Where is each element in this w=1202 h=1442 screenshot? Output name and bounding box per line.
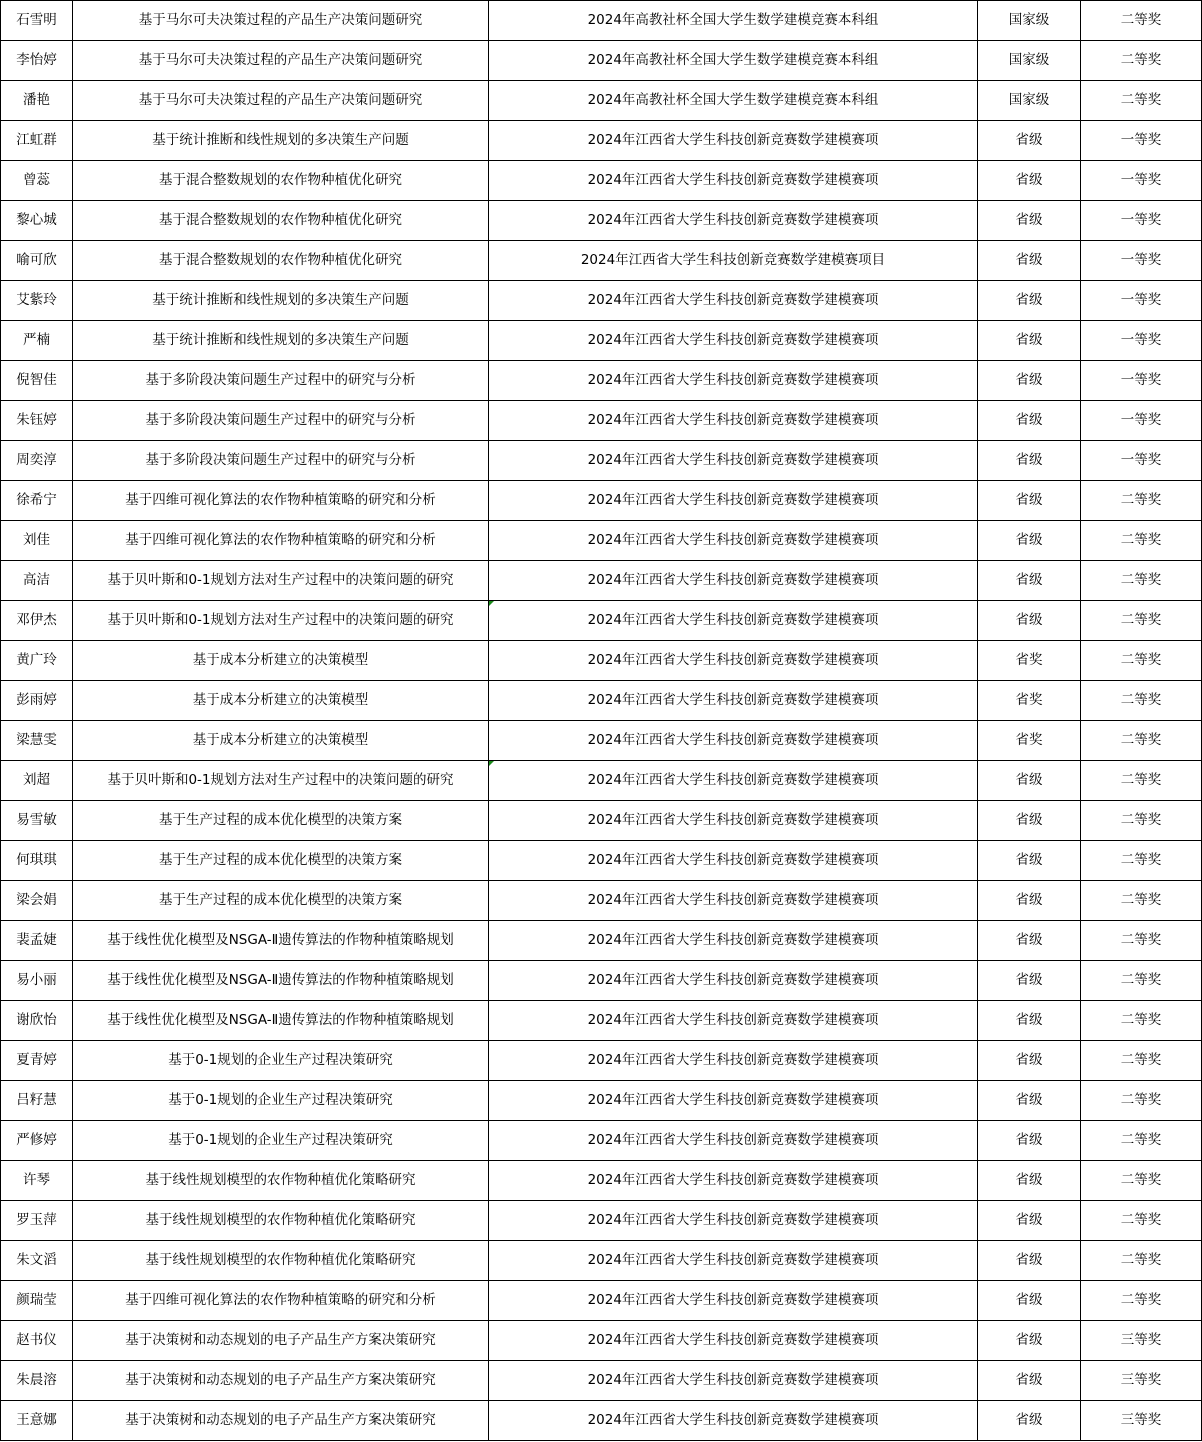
award-grade-cell: 一等奖 (1081, 121, 1202, 161)
competition-cell: 2024年江西省大学生科技创新竞赛数学建模赛项 (489, 521, 978, 561)
competition-cell: 2024年江西省大学生科技创新竞赛数学建模赛项 (489, 1321, 978, 1361)
project-title-cell: 基于0-1规划的企业生产过程决策研究 (73, 1041, 489, 1081)
table-row (1, 641, 1202, 681)
student-name-cell: 艾紫玲 (1, 281, 73, 321)
table-row (1, 1241, 1202, 1281)
table-row (1, 41, 1202, 81)
award-grade-cell: 二等奖 (1081, 1241, 1202, 1281)
award-level-cell: 省级 (978, 281, 1081, 321)
competition-cell: 2024年江西省大学生科技创新竞赛数学建模赛项 (489, 1121, 978, 1161)
table-row (1, 1201, 1202, 1241)
student-name-cell: 石雪明 (1, 1, 73, 41)
competition-cell: 2024年江西省大学生科技创新竞赛数学建模赛项 (489, 361, 978, 401)
project-title-cell: 基于四维可视化算法的农作物种植策略的研究和分析 (73, 521, 489, 561)
project-title-cell: 基于统计推断和线性规划的多决策生产问题 (73, 321, 489, 361)
award-grade-cell: 二等奖 (1081, 1041, 1202, 1081)
award-grade-cell: 二等奖 (1081, 41, 1202, 81)
project-title-cell: 基于决策树和动态规划的电子产品生产方案决策研究 (73, 1361, 489, 1401)
table-row (1, 1041, 1202, 1081)
table-row (1, 481, 1202, 521)
award-grade-cell: 一等奖 (1081, 241, 1202, 281)
competition-cell: 2024年江西省大学生科技创新竞赛数学建模赛项 (489, 841, 978, 881)
student-name-cell: 徐希宁 (1, 481, 73, 521)
project-title-cell: 基于混合整数规划的农作物种植优化研究 (73, 201, 489, 241)
award-level-cell: 国家级 (978, 1, 1081, 41)
student-name-cell: 黎心城 (1, 201, 73, 241)
award-level-cell: 省级 (978, 841, 1081, 881)
student-name-cell: 严楠 (1, 321, 73, 361)
award-grade-cell: 二等奖 (1081, 961, 1202, 1001)
award-level-cell: 省级 (978, 441, 1081, 481)
table-row (1, 1161, 1202, 1201)
project-title-cell: 基于决策树和动态规划的电子产品生产方案决策研究 (73, 1401, 489, 1441)
award-grade-cell: 二等奖 (1081, 921, 1202, 961)
award-level-cell: 省级 (978, 881, 1081, 921)
project-title-cell: 基于统计推断和线性规划的多决策生产问题 (73, 121, 489, 161)
award-grade-cell: 二等奖 (1081, 881, 1202, 921)
award-level-cell: 省奖 (978, 681, 1081, 721)
award-level-cell: 省级 (978, 1321, 1081, 1361)
table-row (1, 961, 1202, 1001)
student-name-cell: 黄广玲 (1, 641, 73, 681)
award-grade-cell: 二等奖 (1081, 1001, 1202, 1041)
award-grade-cell: 一等奖 (1081, 281, 1202, 321)
award-level-cell: 省级 (978, 961, 1081, 1001)
competition-cell: 2024年江西省大学生科技创新竞赛数学建模赛项 (489, 1081, 978, 1121)
student-name-cell: 谢欣怡 (1, 1001, 73, 1041)
award-level-cell: 省级 (978, 401, 1081, 441)
competition-cell: 2024年高教社杯全国大学生数学建模竞赛本科组 (489, 81, 978, 121)
project-title-cell: 基于成本分析建立的决策模型 (73, 641, 489, 681)
award-grade-cell: 二等奖 (1081, 601, 1202, 641)
student-name-cell: 朱文滔 (1, 1241, 73, 1281)
table-row (1, 921, 1202, 961)
award-level-cell: 省级 (978, 1081, 1081, 1121)
student-name-cell: 刘佳 (1, 521, 73, 561)
project-title-cell: 基于线性优化模型及NSGA-Ⅱ遗传算法的作物种植策略规划 (73, 921, 489, 961)
table-row (1, 601, 1202, 641)
competition-cell: 2024年江西省大学生科技创新竞赛数学建模赛项 (489, 121, 978, 161)
competition-cell: 2024年江西省大学生科技创新竞赛数学建模赛项 (489, 201, 978, 241)
table-row (1, 281, 1202, 321)
student-name-cell: 潘艳 (1, 81, 73, 121)
student-name-cell: 许琴 (1, 1161, 73, 1201)
project-title-cell: 基于多阶段决策问题生产过程中的研究与分析 (73, 441, 489, 481)
student-name-cell: 易小丽 (1, 961, 73, 1001)
award-grade-cell: 二等奖 (1081, 761, 1202, 801)
table-row (1, 521, 1202, 561)
competition-cell: 2024年江西省大学生科技创新竞赛数学建模赛项 (489, 401, 978, 441)
award-level-cell: 省级 (978, 1001, 1081, 1041)
project-title-cell: 基于贝叶斯和0-1规划方法对生产过程中的决策问题的研究 (73, 601, 489, 641)
student-name-cell: 罗玉萍 (1, 1201, 73, 1241)
student-name-cell: 江虹群 (1, 121, 73, 161)
student-name-cell: 梁会娟 (1, 881, 73, 921)
competition-cell: 2024年江西省大学生科技创新竞赛数学建模赛项 (489, 281, 978, 321)
table-row (1, 121, 1202, 161)
competition-cell: 2024年江西省大学生科技创新竞赛数学建模赛项 (489, 961, 978, 1001)
project-title-cell: 基于生产过程的成本优化模型的决策方案 (73, 801, 489, 841)
award-grade-cell: 二等奖 (1081, 1201, 1202, 1241)
award-grade-cell: 一等奖 (1081, 321, 1202, 361)
competition-cell: 2024年江西省大学生科技创新竞赛数学建模赛项 (489, 481, 978, 521)
table-row (1, 1001, 1202, 1041)
project-title-cell: 基于多阶段决策问题生产过程中的研究与分析 (73, 361, 489, 401)
award-level-cell: 省级 (978, 521, 1081, 561)
award-level-cell: 省级 (978, 241, 1081, 281)
table-row (1, 681, 1202, 721)
award-grade-cell: 一等奖 (1081, 161, 1202, 201)
award-grade-cell: 二等奖 (1081, 641, 1202, 681)
award-grade-cell: 二等奖 (1081, 681, 1202, 721)
award-grade-cell: 二等奖 (1081, 1281, 1202, 1321)
award-grade-cell: 二等奖 (1081, 81, 1202, 121)
student-name-cell: 周奕淳 (1, 441, 73, 481)
award-grade-cell: 一等奖 (1081, 401, 1202, 441)
table-row (1, 241, 1202, 281)
table-row (1, 761, 1202, 801)
award-grade-cell: 一等奖 (1081, 201, 1202, 241)
award-level-cell: 省级 (978, 1121, 1081, 1161)
table-row (1, 1081, 1202, 1121)
award-level-cell: 省级 (978, 201, 1081, 241)
award-grade-cell: 二等奖 (1081, 801, 1202, 841)
competition-cell: 2024年江西省大学生科技创新竞赛数学建模赛项 (489, 801, 978, 841)
competition-cell: 2024年江西省大学生科技创新竞赛数学建模赛项 (489, 441, 978, 481)
student-name-cell: 裴孟婕 (1, 921, 73, 961)
student-name-cell: 易雪敏 (1, 801, 73, 841)
table-row (1, 161, 1202, 201)
competition-cell: 2024年江西省大学生科技创新竞赛数学建模赛项 (489, 641, 978, 681)
award-grade-cell: 三等奖 (1081, 1361, 1202, 1401)
project-title-cell: 基于线性优化模型及NSGA-Ⅱ遗传算法的作物种植策略规划 (73, 1001, 489, 1041)
competition-cell: 2024年江西省大学生科技创新竞赛数学建模赛项 (489, 1401, 978, 1441)
project-title-cell: 基于线性规划模型的农作物种植优化策略研究 (73, 1241, 489, 1281)
award-level-cell: 省奖 (978, 641, 1081, 681)
table-row (1, 321, 1202, 361)
student-name-cell: 高洁 (1, 561, 73, 601)
award-level-cell: 国家级 (978, 81, 1081, 121)
award-grade-cell: 二等奖 (1081, 521, 1202, 561)
project-title-cell: 基于马尔可夫决策过程的产品生产决策问题研究 (73, 1, 489, 41)
award-level-cell: 省级 (978, 1241, 1081, 1281)
competition-cell: 2024年江西省大学生科技创新竞赛数学建模赛项 (489, 1161, 978, 1201)
table-row (1, 881, 1202, 921)
table-row (1, 401, 1202, 441)
student-name-cell: 邓伊杰 (1, 601, 73, 641)
project-title-cell: 基于线性优化模型及NSGA-Ⅱ遗传算法的作物种植策略规划 (73, 961, 489, 1001)
award-level-cell: 省级 (978, 321, 1081, 361)
award-level-cell: 省级 (978, 161, 1081, 201)
student-name-cell: 吕籽慧 (1, 1081, 73, 1121)
competition-cell: 2024年江西省大学生科技创新竞赛数学建模赛项 (489, 161, 978, 201)
project-title-cell: 基于生产过程的成本优化模型的决策方案 (73, 841, 489, 881)
project-title-cell: 基于0-1规划的企业生产过程决策研究 (73, 1121, 489, 1161)
competition-cell: 2024年高教社杯全国大学生数学建模竞赛本科组 (489, 41, 978, 81)
project-title-cell: 基于马尔可夫决策过程的产品生产决策问题研究 (73, 81, 489, 121)
competition-cell: 2024年江西省大学生科技创新竞赛数学建模赛项 (489, 721, 978, 761)
award-level-cell: 省级 (978, 1281, 1081, 1321)
award-level-cell: 省级 (978, 1201, 1081, 1241)
competition-cell: 2024年江西省大学生科技创新竞赛数学建模赛项 (489, 681, 978, 721)
award-level-cell: 省奖 (978, 721, 1081, 761)
award-level-cell: 省级 (978, 601, 1081, 641)
award-level-cell: 省级 (978, 481, 1081, 521)
award-level-cell: 省级 (978, 561, 1081, 601)
competition-cell: 2024年江西省大学生科技创新竞赛数学建模赛项 (489, 1001, 978, 1041)
project-title-cell: 基于马尔可夫决策过程的产品生产决策问题研究 (73, 41, 489, 81)
competition-cell: 2024年江西省大学生科技创新竞赛数学建模赛项 (489, 1201, 978, 1241)
award-level-cell: 省级 (978, 761, 1081, 801)
table-row (1, 361, 1202, 401)
project-title-cell: 基于成本分析建立的决策模型 (73, 681, 489, 721)
table-row (1, 561, 1202, 601)
award-grade-cell: 二等奖 (1081, 1161, 1202, 1201)
competition-cell: 2024年江西省大学生科技创新竞赛数学建模赛项 (489, 1361, 978, 1401)
student-name-cell: 赵书仪 (1, 1321, 73, 1361)
student-name-cell: 喻可欣 (1, 241, 73, 281)
table-row (1, 801, 1202, 841)
award-grade-cell: 二等奖 (1081, 1081, 1202, 1121)
award-grade-cell: 二等奖 (1081, 721, 1202, 761)
award-level-cell: 国家级 (978, 41, 1081, 81)
student-name-cell: 朱钰婷 (1, 401, 73, 441)
competition-cell: 2024年江西省大学生科技创新竞赛数学建模赛项 (489, 881, 978, 921)
award-grade-cell: 一等奖 (1081, 441, 1202, 481)
project-title-cell: 基于0-1规划的企业生产过程决策研究 (73, 1081, 489, 1121)
award-level-cell: 省级 (978, 1161, 1081, 1201)
table-row (1, 1121, 1202, 1161)
competition-cell: 2024年江西省大学生科技创新竞赛数学建模赛项目 (489, 241, 978, 281)
table-row (1, 1321, 1202, 1361)
student-name-cell: 李怡婷 (1, 41, 73, 81)
table-row (1, 1361, 1202, 1401)
award-grade-cell: 三等奖 (1081, 1321, 1202, 1361)
project-title-cell: 基于混合整数规划的农作物种植优化研究 (73, 161, 489, 201)
award-grade-cell: 一等奖 (1081, 361, 1202, 401)
competition-cell: 2024年江西省大学生科技创新竞赛数学建模赛项 (489, 321, 978, 361)
student-name-cell: 何琪琪 (1, 841, 73, 881)
project-title-cell: 基于贝叶斯和0-1规划方法对生产过程中的决策问题的研究 (73, 761, 489, 801)
award-level-cell: 省级 (978, 1041, 1081, 1081)
table-row (1, 1401, 1202, 1441)
award-grade-cell: 二等奖 (1081, 561, 1202, 601)
award-level-cell: 省级 (978, 801, 1081, 841)
table-row (1, 841, 1202, 881)
student-name-cell: 刘超 (1, 761, 73, 801)
project-title-cell: 基于贝叶斯和0-1规划方法对生产过程中的决策问题的研究 (73, 561, 489, 601)
competition-cell: 2024年江西省大学生科技创新竞赛数学建模赛项 (489, 1041, 978, 1081)
project-title-cell: 基于决策树和动态规划的电子产品生产方案决策研究 (73, 1321, 489, 1361)
award-grade-cell: 三等奖 (1081, 1401, 1202, 1441)
award-grade-cell: 二等奖 (1081, 481, 1202, 521)
award-grade-cell: 二等奖 (1081, 841, 1202, 881)
project-title-cell: 基于多阶段决策问题生产过程中的研究与分析 (73, 401, 489, 441)
student-name-cell: 曾蕊 (1, 161, 73, 201)
student-name-cell: 颜瑞莹 (1, 1281, 73, 1321)
competition-cell: 2024年江西省大学生科技创新竞赛数学建模赛项 (489, 921, 978, 961)
table-row (1, 721, 1202, 761)
student-name-cell: 倪智佳 (1, 361, 73, 401)
competition-cell: 2024年江西省大学生科技创新竞赛数学建模赛项 (489, 1241, 978, 1281)
project-title-cell: 基于统计推断和线性规划的多决策生产问题 (73, 281, 489, 321)
project-title-cell: 基于线性规划模型的农作物种植优化策略研究 (73, 1161, 489, 1201)
student-name-cell: 王意娜 (1, 1401, 73, 1441)
student-name-cell: 夏青婷 (1, 1041, 73, 1081)
student-name-cell: 严修婷 (1, 1121, 73, 1161)
student-name-cell: 朱晨溶 (1, 1361, 73, 1401)
project-title-cell: 基于生产过程的成本优化模型的决策方案 (73, 881, 489, 921)
competition-cell: 2024年江西省大学生科技创新竞赛数学建模赛项 (489, 601, 978, 641)
table-row (1, 1281, 1202, 1321)
award-level-cell: 省级 (978, 921, 1081, 961)
project-title-cell: 基于成本分析建立的决策模型 (73, 721, 489, 761)
award-level-cell: 省级 (978, 361, 1081, 401)
table-row (1, 1, 1202, 41)
award-table-body (1, 1, 1202, 1441)
award-grade-cell: 二等奖 (1081, 1121, 1202, 1161)
project-title-cell: 基于四维可视化算法的农作物种植策略的研究和分析 (73, 481, 489, 521)
project-title-cell: 基于四维可视化算法的农作物种植策略的研究和分析 (73, 1281, 489, 1321)
student-name-cell: 梁慧雯 (1, 721, 73, 761)
competition-cell: 2024年江西省大学生科技创新竞赛数学建模赛项 (489, 761, 978, 801)
competition-cell: 2024年江西省大学生科技创新竞赛数学建模赛项 (489, 1281, 978, 1321)
table-row (1, 81, 1202, 121)
award-level-cell: 省级 (978, 1401, 1081, 1441)
table-row (1, 441, 1202, 481)
table-row (1, 201, 1202, 241)
award-grade-cell: 二等奖 (1081, 1, 1202, 41)
competition-cell: 2024年高教社杯全国大学生数学建模竞赛本科组 (489, 1, 978, 41)
award-level-cell: 省级 (978, 121, 1081, 161)
competition-cell: 2024年江西省大学生科技创新竞赛数学建模赛项 (489, 561, 978, 601)
project-title-cell: 基于混合整数规划的农作物种植优化研究 (73, 241, 489, 281)
student-name-cell: 彭雨婷 (1, 681, 73, 721)
project-title-cell: 基于线性规划模型的农作物种植优化策略研究 (73, 1201, 489, 1241)
award-level-cell: 省级 (978, 1361, 1081, 1401)
